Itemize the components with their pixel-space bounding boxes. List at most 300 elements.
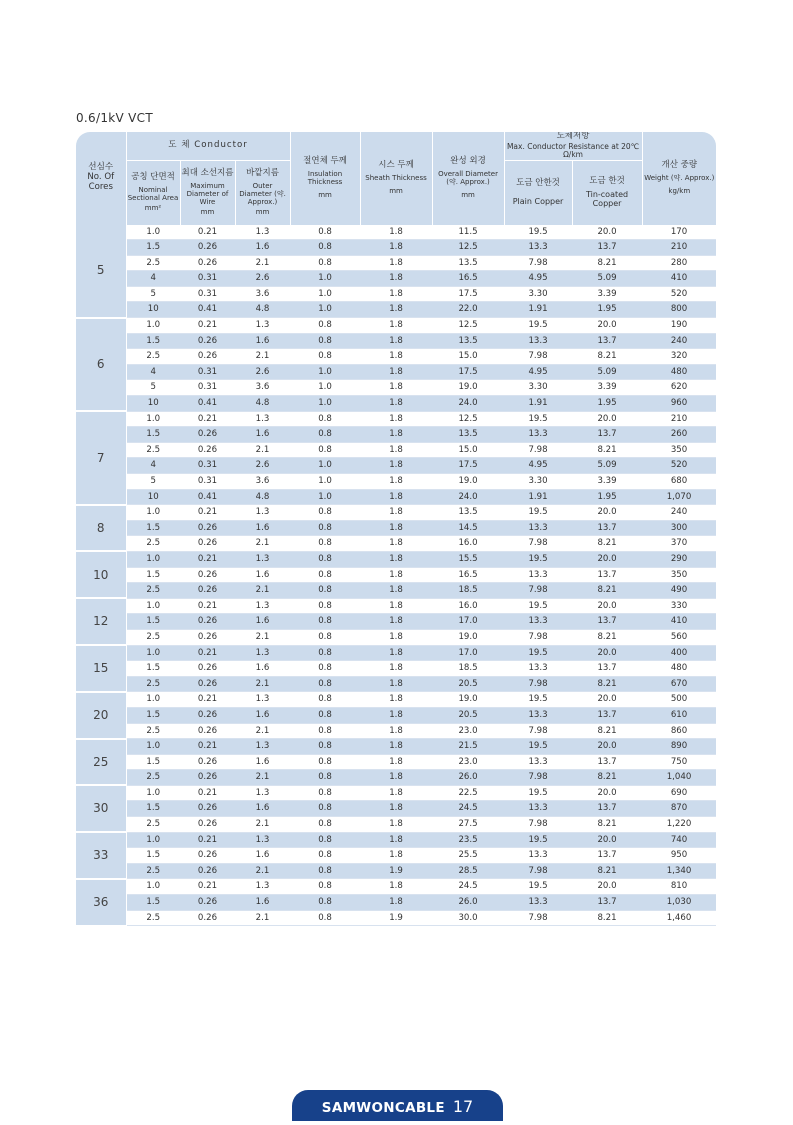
table-cell: 20.0 bbox=[572, 551, 642, 567]
table-row bbox=[76, 271, 716, 287]
table-cell: 0.8 bbox=[290, 536, 360, 552]
table-row bbox=[76, 240, 716, 256]
table-cell: 1.0 bbox=[290, 396, 360, 412]
table-cell: 1,030 bbox=[642, 895, 716, 911]
table-row bbox=[76, 801, 716, 817]
cores-cell: 25 bbox=[76, 739, 126, 786]
table-row bbox=[76, 832, 716, 848]
table-cell: 1.3 bbox=[235, 551, 290, 567]
table-cell: 2.5 bbox=[126, 255, 180, 271]
table-cell: 2.1 bbox=[235, 442, 290, 458]
table-cell: 0.26 bbox=[180, 676, 235, 692]
table-cell: 1.8 bbox=[360, 505, 432, 521]
table-cell: 20.0 bbox=[572, 739, 642, 755]
table-row bbox=[76, 520, 716, 536]
header-weight: 개산 중량 Weight (약. Approx.) kg/km bbox=[642, 132, 716, 225]
table-cell: 0.26 bbox=[180, 848, 235, 864]
cores-cell: 30 bbox=[76, 785, 126, 832]
table-cell: 19.0 bbox=[432, 629, 504, 645]
table-cell: 1.95 bbox=[572, 302, 642, 318]
table-row bbox=[76, 474, 716, 490]
table-cell: 0.26 bbox=[180, 240, 235, 256]
table-cell: 860 bbox=[642, 723, 716, 739]
table-cell: 0.8 bbox=[290, 225, 360, 240]
table-cell: 410 bbox=[642, 271, 716, 287]
table-cell: 10 bbox=[126, 396, 180, 412]
table-cell: 0.8 bbox=[290, 645, 360, 661]
table-cell: 19.5 bbox=[504, 832, 572, 848]
table-cell: 1.8 bbox=[360, 692, 432, 708]
table-cell: 620 bbox=[642, 380, 716, 396]
table-cell: 13.3 bbox=[504, 661, 572, 677]
table-cell: 1.8 bbox=[360, 801, 432, 817]
table-cell: 690 bbox=[642, 785, 716, 801]
table-cell: 24.0 bbox=[432, 489, 504, 505]
table-cell: 19.5 bbox=[504, 879, 572, 895]
table-cell: 10 bbox=[126, 489, 180, 505]
table-cell: 1.3 bbox=[235, 879, 290, 895]
table-cell: 0.8 bbox=[290, 910, 360, 926]
table-cell: 4.8 bbox=[235, 489, 290, 505]
table-cell: 0.21 bbox=[180, 318, 235, 334]
table-cell: 0.21 bbox=[180, 411, 235, 427]
table-row bbox=[76, 567, 716, 583]
table-cell: 0.41 bbox=[180, 302, 235, 318]
table-row bbox=[76, 551, 716, 567]
table-cell: 610 bbox=[642, 707, 716, 723]
table-cell: 24.5 bbox=[432, 801, 504, 817]
spec-table-wrapper bbox=[76, 132, 716, 927]
table-cell: 0.8 bbox=[290, 754, 360, 770]
table-cell: 13.3 bbox=[504, 427, 572, 443]
table-cell: 1.6 bbox=[235, 520, 290, 536]
table-cell: 1.0 bbox=[126, 692, 180, 708]
table-cell: 8.21 bbox=[572, 583, 642, 599]
table-cell: 0.26 bbox=[180, 614, 235, 630]
table-cell: 19.5 bbox=[504, 225, 572, 240]
table-cell: 410 bbox=[642, 614, 716, 630]
table-cell: 1.6 bbox=[235, 707, 290, 723]
footer-badge bbox=[292, 1090, 503, 1121]
table-cell: 3.39 bbox=[572, 474, 642, 490]
table-cell: 2.5 bbox=[126, 910, 180, 926]
table-cell: 21.5 bbox=[432, 739, 504, 755]
table-cell: 8.21 bbox=[572, 770, 642, 786]
table-cell: 2.6 bbox=[235, 271, 290, 287]
table-row bbox=[76, 442, 716, 458]
table-cell: 7.98 bbox=[504, 817, 572, 833]
table-cell: 2.1 bbox=[235, 863, 290, 879]
table-cell: 26.0 bbox=[432, 895, 504, 911]
table-cell: 0.8 bbox=[290, 770, 360, 786]
table-cell: 3.6 bbox=[235, 380, 290, 396]
table-cell: 1.8 bbox=[360, 614, 432, 630]
table-cell: 1.0 bbox=[290, 458, 360, 474]
table-cell: 7.98 bbox=[504, 442, 572, 458]
table-cell: 0.8 bbox=[290, 692, 360, 708]
table-cell: 30.0 bbox=[432, 910, 504, 926]
table-cell: 13.3 bbox=[504, 520, 572, 536]
table-row bbox=[76, 754, 716, 770]
table-cell: 1.5 bbox=[126, 567, 180, 583]
table-cell: 13.7 bbox=[572, 240, 642, 256]
table-cell: 4.95 bbox=[504, 458, 572, 474]
table-cell: 1.5 bbox=[126, 240, 180, 256]
table-cell: 13.3 bbox=[504, 567, 572, 583]
table-cell: 0.26 bbox=[180, 770, 235, 786]
table-cell: 1.5 bbox=[126, 707, 180, 723]
table-cell: 0.31 bbox=[180, 474, 235, 490]
table-cell: 1.0 bbox=[126, 832, 180, 848]
table-cell: 17.5 bbox=[432, 286, 504, 302]
table-cell: 1.3 bbox=[235, 318, 290, 334]
table-cell: 16.5 bbox=[432, 567, 504, 583]
table-cell: 1.8 bbox=[360, 520, 432, 536]
table-cell: 2.5 bbox=[126, 442, 180, 458]
table-cell: 2.5 bbox=[126, 863, 180, 879]
table-cell: 3.30 bbox=[504, 380, 572, 396]
table-cell: 20.5 bbox=[432, 707, 504, 723]
table-cell: 1.0 bbox=[290, 380, 360, 396]
table-cell: 7.98 bbox=[504, 676, 572, 692]
table-cell: 300 bbox=[642, 520, 716, 536]
table-cell: 0.21 bbox=[180, 832, 235, 848]
table-cell: 1.0 bbox=[126, 879, 180, 895]
table-cell: 1.3 bbox=[235, 225, 290, 240]
table-cell: 2.5 bbox=[126, 536, 180, 552]
table-row bbox=[76, 536, 716, 552]
table-cell: 1.3 bbox=[235, 645, 290, 661]
table-cell: 1.3 bbox=[235, 739, 290, 755]
table-cell: 8.21 bbox=[572, 723, 642, 739]
table-cell: 13.3 bbox=[504, 801, 572, 817]
table-cell: 7.98 bbox=[504, 255, 572, 271]
table-cell: 560 bbox=[642, 629, 716, 645]
table-cell: 1.8 bbox=[360, 349, 432, 365]
table-cell: 1.8 bbox=[360, 489, 432, 505]
table-cell: 16.5 bbox=[432, 271, 504, 287]
table-cell: 320 bbox=[642, 349, 716, 365]
table-cell: 20.0 bbox=[572, 225, 642, 240]
table-cell: 0.8 bbox=[290, 505, 360, 521]
table-cell: 19.5 bbox=[504, 505, 572, 521]
table-cell: 1.8 bbox=[360, 817, 432, 833]
table-cell: 13.3 bbox=[504, 614, 572, 630]
table-cell: 1.8 bbox=[360, 848, 432, 864]
table-cell: 19.5 bbox=[504, 785, 572, 801]
table-cell: 5 bbox=[126, 286, 180, 302]
table-cell: 0.21 bbox=[180, 505, 235, 521]
table-cell: 1.0 bbox=[290, 271, 360, 287]
table-cell: 810 bbox=[642, 879, 716, 895]
table-row bbox=[76, 614, 716, 630]
table-cell: 1,220 bbox=[642, 817, 716, 833]
table-cell: 0.8 bbox=[290, 551, 360, 567]
table-cell: 8.21 bbox=[572, 349, 642, 365]
table-cell: 1.6 bbox=[235, 661, 290, 677]
table-cell: 1.8 bbox=[360, 879, 432, 895]
table-cell: 480 bbox=[642, 661, 716, 677]
table-row bbox=[76, 583, 716, 599]
table-cell: 12.5 bbox=[432, 318, 504, 334]
table-cell: 0.8 bbox=[290, 255, 360, 271]
table-row bbox=[76, 910, 716, 926]
table-cell: 2.1 bbox=[235, 817, 290, 833]
table-cell: 1.0 bbox=[126, 225, 180, 240]
table-cell: 2.5 bbox=[126, 349, 180, 365]
table-cell: 26.0 bbox=[432, 770, 504, 786]
table-cell: 20.0 bbox=[572, 832, 642, 848]
table-cell: 1.0 bbox=[290, 489, 360, 505]
table-cell: 19.5 bbox=[504, 598, 572, 614]
table-row bbox=[76, 629, 716, 645]
table-cell: 0.8 bbox=[290, 427, 360, 443]
table-cell: 0.8 bbox=[290, 879, 360, 895]
table-cell: 13.3 bbox=[504, 707, 572, 723]
table-cell: 1.8 bbox=[360, 411, 432, 427]
table-cell: 13.3 bbox=[504, 240, 572, 256]
table-cell: 0.8 bbox=[290, 723, 360, 739]
table-cell: 0.41 bbox=[180, 396, 235, 412]
table-cell: 1.8 bbox=[360, 271, 432, 287]
table-cell: 0.26 bbox=[180, 520, 235, 536]
table-cell: 1.8 bbox=[360, 442, 432, 458]
table-cell: 0.8 bbox=[290, 520, 360, 536]
table-row bbox=[76, 848, 716, 864]
table-cell: 1.91 bbox=[504, 489, 572, 505]
table-cell: 28.5 bbox=[432, 863, 504, 879]
table-cell: 1.3 bbox=[235, 785, 290, 801]
table-cell: 2.1 bbox=[235, 583, 290, 599]
table-cell: 4 bbox=[126, 364, 180, 380]
table-cell: 4.95 bbox=[504, 271, 572, 287]
table-cell: 13.5 bbox=[432, 333, 504, 349]
table-cell: 13.7 bbox=[572, 801, 642, 817]
table-cell: 15.0 bbox=[432, 442, 504, 458]
table-cell: 7.98 bbox=[504, 349, 572, 365]
header-sheath: 시스 두께 Sheath Thickness mm bbox=[360, 132, 432, 225]
table-row bbox=[76, 225, 716, 240]
table-cell: 22.5 bbox=[432, 785, 504, 801]
table-cell: 20.0 bbox=[572, 692, 642, 708]
table-cell: 3.6 bbox=[235, 474, 290, 490]
header-tin-copper: 도금 한것 Tin-coated Copper bbox=[572, 161, 642, 225]
table-cell: 1,070 bbox=[642, 489, 716, 505]
table-cell: 1.8 bbox=[360, 661, 432, 677]
table-cell: 13.7 bbox=[572, 614, 642, 630]
table-cell: 1.6 bbox=[235, 754, 290, 770]
table-cell: 2.1 bbox=[235, 770, 290, 786]
table-cell: 740 bbox=[642, 832, 716, 848]
table-cell: 0.31 bbox=[180, 271, 235, 287]
table-cell: 12.5 bbox=[432, 411, 504, 427]
table-cell: 0.8 bbox=[290, 442, 360, 458]
table-cell: 1.0 bbox=[126, 551, 180, 567]
table-cell: 1.95 bbox=[572, 489, 642, 505]
table-cell: 290 bbox=[642, 551, 716, 567]
table-row bbox=[76, 458, 716, 474]
table-row bbox=[76, 863, 716, 879]
table-cell: 280 bbox=[642, 255, 716, 271]
table-cell: 1.91 bbox=[504, 302, 572, 318]
header-area: 공칭 단면적 Nominal Sectional Area mm² bbox=[126, 161, 180, 225]
table-cell: 1.3 bbox=[235, 692, 290, 708]
table-cell: 1.8 bbox=[360, 785, 432, 801]
table-row bbox=[76, 598, 716, 614]
table-row bbox=[76, 645, 716, 661]
table-cell: 20.0 bbox=[572, 645, 642, 661]
table-cell: 0.26 bbox=[180, 910, 235, 926]
table-cell: 1.0 bbox=[126, 411, 180, 427]
cores-cell: 15 bbox=[76, 645, 126, 692]
table-cell: 1.6 bbox=[235, 801, 290, 817]
table-cell: 1.8 bbox=[360, 427, 432, 443]
table-row bbox=[76, 895, 716, 911]
table-cell: 1,040 bbox=[642, 770, 716, 786]
table-cell: 1.8 bbox=[360, 302, 432, 318]
table-cell: 240 bbox=[642, 505, 716, 521]
table-cell: 1.8 bbox=[360, 255, 432, 271]
table-cell: 24.0 bbox=[432, 396, 504, 412]
table-cell: 25.5 bbox=[432, 848, 504, 864]
table-cell: 0.26 bbox=[180, 895, 235, 911]
table-cell: 0.21 bbox=[180, 645, 235, 661]
table-cell: 2.1 bbox=[235, 723, 290, 739]
table-cell: 3.39 bbox=[572, 286, 642, 302]
table-cell: 19.5 bbox=[504, 318, 572, 334]
table-cell: 0.8 bbox=[290, 817, 360, 833]
table-cell: 17.5 bbox=[432, 458, 504, 474]
table-row bbox=[76, 364, 716, 380]
table-cell: 8.21 bbox=[572, 442, 642, 458]
table-cell: 8.21 bbox=[572, 910, 642, 926]
table-cell: 1.5 bbox=[126, 333, 180, 349]
table-cell: 0.8 bbox=[290, 739, 360, 755]
table-cell: 0.8 bbox=[290, 832, 360, 848]
header-plain-copper: 도금 안한것 Plain Copper bbox=[504, 161, 572, 225]
table-cell: 0.31 bbox=[180, 286, 235, 302]
table-cell: 1.8 bbox=[360, 458, 432, 474]
table-cell: 0.41 bbox=[180, 489, 235, 505]
table-cell: 2.1 bbox=[235, 349, 290, 365]
table-cell: 19.5 bbox=[504, 645, 572, 661]
table-cell: 260 bbox=[642, 427, 716, 443]
table-cell: 0.26 bbox=[180, 754, 235, 770]
table-cell: 17.0 bbox=[432, 645, 504, 661]
table-cell: 19.5 bbox=[504, 692, 572, 708]
table-cell: 1.8 bbox=[360, 739, 432, 755]
table-cell: 2.5 bbox=[126, 723, 180, 739]
table-cell: 1.5 bbox=[126, 801, 180, 817]
table-cell: 0.8 bbox=[290, 785, 360, 801]
cores-cell: 12 bbox=[76, 598, 126, 645]
table-cell: 1.5 bbox=[126, 427, 180, 443]
table-cell: 0.21 bbox=[180, 551, 235, 567]
header-insulation: 절연체 두께 Insulation Thickness mm bbox=[290, 132, 360, 225]
table-cell: 1.8 bbox=[360, 629, 432, 645]
table-cell: 14.5 bbox=[432, 520, 504, 536]
table-cell: 1.8 bbox=[360, 333, 432, 349]
table-cell: 11.5 bbox=[432, 225, 504, 240]
table-row bbox=[76, 333, 716, 349]
cores-cell: 7 bbox=[76, 411, 126, 505]
table-cell: 0.8 bbox=[290, 661, 360, 677]
table-cell: 0.26 bbox=[180, 255, 235, 271]
table-cell: 1,340 bbox=[642, 863, 716, 879]
table-cell: 20.0 bbox=[572, 785, 642, 801]
table-cell: 1.6 bbox=[235, 614, 290, 630]
table-cell: 2.5 bbox=[126, 583, 180, 599]
table-cell: 13.7 bbox=[572, 754, 642, 770]
table-cell: 0.8 bbox=[290, 676, 360, 692]
table-row bbox=[76, 707, 716, 723]
table-cell: 4.95 bbox=[504, 364, 572, 380]
table-cell: 0.21 bbox=[180, 879, 235, 895]
table-cell: 20.0 bbox=[572, 411, 642, 427]
table-cell: 0.8 bbox=[290, 583, 360, 599]
table-cell: 1.3 bbox=[235, 598, 290, 614]
table-cell: 0.8 bbox=[290, 318, 360, 334]
table-cell: 2.5 bbox=[126, 770, 180, 786]
table-cell: 210 bbox=[642, 240, 716, 256]
table-cell: 4 bbox=[126, 271, 180, 287]
table-cell: 0.8 bbox=[290, 411, 360, 427]
table-cell: 13.7 bbox=[572, 848, 642, 864]
table-cell: 1.0 bbox=[290, 364, 360, 380]
table-cell: 0.8 bbox=[290, 567, 360, 583]
cores-cell: 36 bbox=[76, 879, 126, 926]
table-cell: 3.30 bbox=[504, 474, 572, 490]
table-cell: 0.8 bbox=[290, 349, 360, 365]
table-cell: 8.21 bbox=[572, 817, 642, 833]
table-row bbox=[76, 318, 716, 334]
table-cell: 7.98 bbox=[504, 723, 572, 739]
cores-cell: 33 bbox=[76, 832, 126, 879]
table-cell: 22.0 bbox=[432, 302, 504, 318]
table-cell: 4.8 bbox=[235, 302, 290, 318]
table-cell: 7.98 bbox=[504, 536, 572, 552]
table-cell: 27.5 bbox=[432, 817, 504, 833]
table-cell: 1.8 bbox=[360, 707, 432, 723]
table-cell: 1.8 bbox=[360, 723, 432, 739]
table-cell: 8.21 bbox=[572, 676, 642, 692]
table-cell: 13.7 bbox=[572, 567, 642, 583]
table-cell: 1.8 bbox=[360, 286, 432, 302]
table-row bbox=[76, 770, 716, 786]
table-cell: 370 bbox=[642, 536, 716, 552]
table-cell: 19.0 bbox=[432, 474, 504, 490]
table-cell: 20.0 bbox=[572, 879, 642, 895]
table-cell: 330 bbox=[642, 598, 716, 614]
table-cell: 18.5 bbox=[432, 661, 504, 677]
table-cell: 1.3 bbox=[235, 832, 290, 848]
table-cell: 2.5 bbox=[126, 629, 180, 645]
table-cell: 8.21 bbox=[572, 629, 642, 645]
table-cell: 20.0 bbox=[572, 505, 642, 521]
table-cell: 1.95 bbox=[572, 396, 642, 412]
table-cell: 15.5 bbox=[432, 551, 504, 567]
table-cell: 5.09 bbox=[572, 364, 642, 380]
table-cell: 1.6 bbox=[235, 240, 290, 256]
table-cell: 0.26 bbox=[180, 629, 235, 645]
table-cell: 20.0 bbox=[572, 318, 642, 334]
table-row bbox=[76, 676, 716, 692]
table-cell: 0.31 bbox=[180, 380, 235, 396]
table-cell: 13.7 bbox=[572, 707, 642, 723]
table-cell: 2.5 bbox=[126, 676, 180, 692]
cores-cell: 20 bbox=[76, 692, 126, 739]
table-cell: 16.0 bbox=[432, 598, 504, 614]
